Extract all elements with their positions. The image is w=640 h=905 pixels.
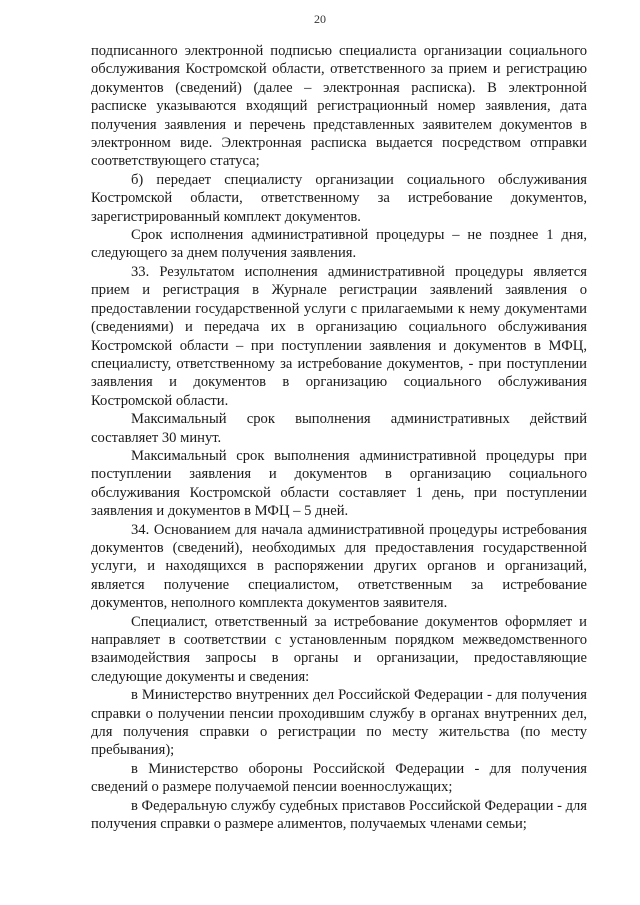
paragraph-34-basis: 34. Основанием для начала административной процедуры истребования документов (сведений), необходимых для предоставления государственной услуги, и находящихся в распоряжении других органов и организаций, является получение специалистом, ответственным за истребование документов, неполного комплекта документов заявителя. xyxy=(91,521,587,612)
paragraph-33-result: 33. Результатом исполнения административной процедуры является прием и регистрация в Журнале регистрации заявлений заявления о предоставлении государственной услуги с прилагаемыми к нему документами (сведениями) и передача их в организацию социального обслуживания Костромской области – при поступлении заявления и документов в МФЦ, специалисту, ответственному за истребование документов, - при поступлении заявления и документов в организацию социального обслуживания Костромской области. xyxy=(91,263,587,409)
paragraph-specialist-requests: Специалист, ответственный за истребование документов оформляет и направляет в соответствии с установленным порядком межведомственного взаимодействия запросы в органы и организации, предоставляющие следующие документы и сведения: xyxy=(91,613,587,685)
paragraph-max-procedure-time: Максимальный срок выполнения административной процедуры при поступлении заявления и документов в организацию социального обслуживания Костромской области составляет 1 день, при поступлении заявления и документов в МФЦ – 5 дней. xyxy=(91,447,587,520)
paragraph-transfer-documents: б) передает специалисту организации социального обслуживания Костромской области, ответственному за истребование документов, зарегистрированный комплект документов. xyxy=(91,171,587,225)
paragraph-max-action-time: Максимальный срок выполнения административных действий составляет 30 минут. xyxy=(91,411,587,446)
paragraph-ministry-defense: в Министерство обороны Российской Федерации - для получения сведений о размере получаемой пенсии военнослужащих; xyxy=(91,760,587,796)
document-body xyxy=(91,42,587,833)
paragraph-procedure-deadline: Срок исполнения административной процедуры – не позднее 1 дня, следующего за днем получения заявления. xyxy=(91,227,587,262)
page-number: 20 xyxy=(314,12,326,26)
paragraph-ministry-internal-affairs: в Министерство внутренних дел Российской Федерации - для получения справки о получении пенсии проходившим службу в органах внутренних дел, для получения справки о регистрации по месту жительства (по месту пребывания); xyxy=(91,687,587,759)
paragraph-electronic-receipt: подписанного электронной подписью специалиста организации социального обслуживания Костромской области, ответственного за прием и регистрацию документов (сведений) (далее – электронная расписка). В электронной расписке указываются входящий регистрационный номер заявления, дата получения заявления и перечень представленных заявителем документов в электронном виде. Электронная расписка выдается посредством отправки соответствующего статуса; xyxy=(91,43,587,170)
paragraph-bailiff-service: в Федеральную службу судебных приставов Российской Федерации - для получения справки о размере алиментов, получаемых членами семьи; xyxy=(91,797,587,833)
